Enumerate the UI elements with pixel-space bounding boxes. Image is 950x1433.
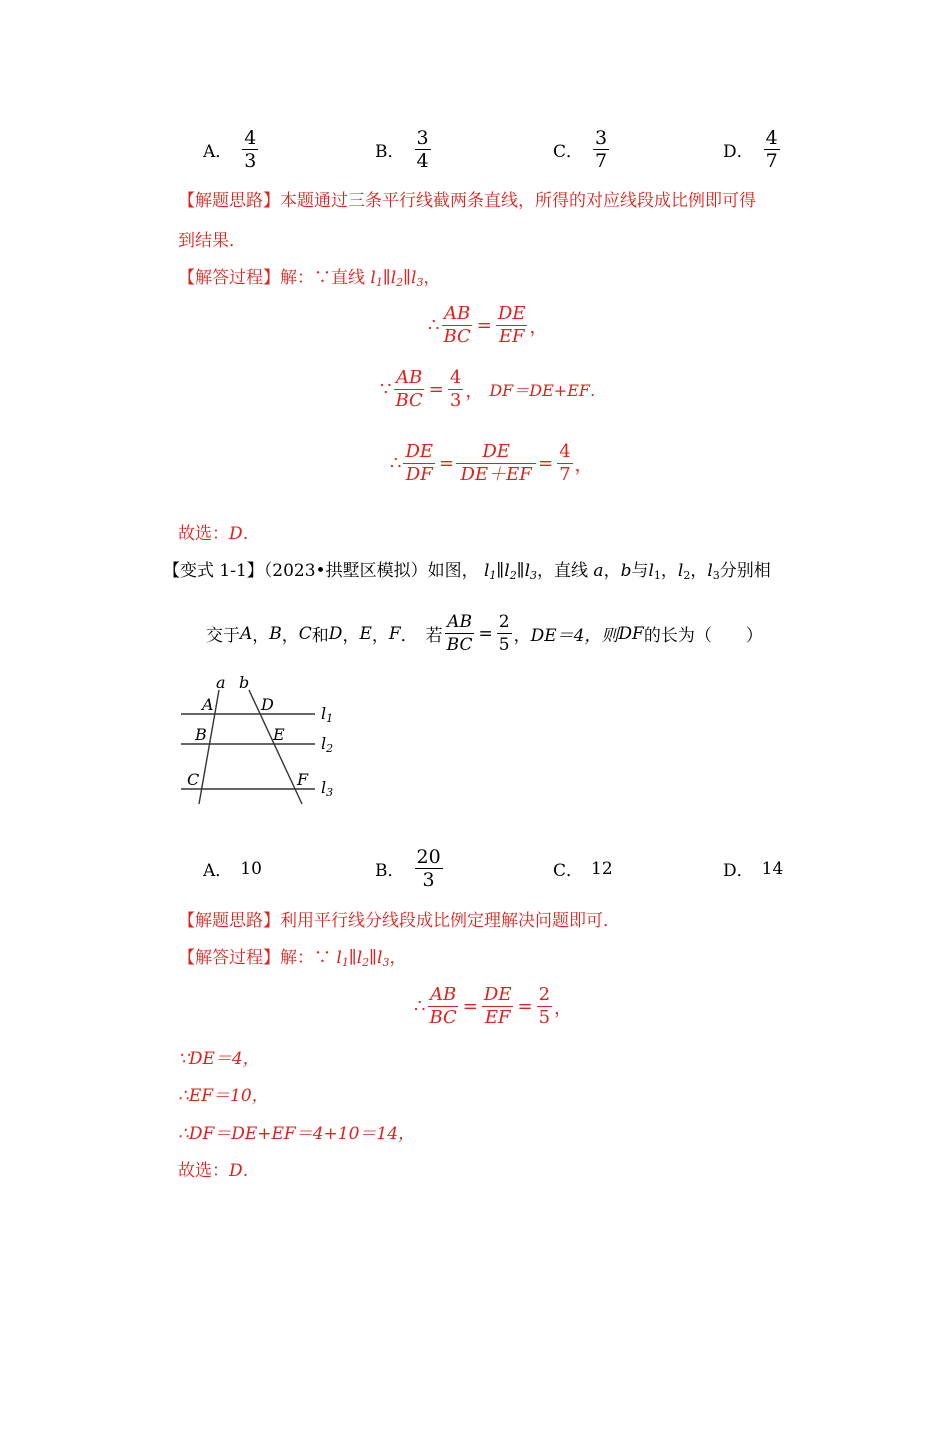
fraction: $\frac{4}{3}$ <box>449 367 462 411</box>
label-l3: l3 <box>321 778 334 799</box>
fraction: $\frac{4}{7}$ <box>559 441 571 485</box>
q2-option-b: B． $\frac{20}{3}$ <box>375 846 441 891</box>
label-A: A <box>202 695 214 714</box>
q1-process-line: 【解答过程】解：∵直线 $l_1\parallel l_2\parallel l_3$， <box>178 268 441 289</box>
q2-idea-line: 【解题思路】利用平行线分线段成比例定理解决问题即可． <box>178 911 620 931</box>
q2-process-line: 【解答过程】解：∵ $l_1\parallel l_2\parallel l_3$， <box>178 948 407 969</box>
fraction: $\frac{2}{5}$ <box>538 984 551 1028</box>
parallel-lines-figure <box>175 672 345 808</box>
q2-step-1: ∵DE＝4， <box>178 1049 260 1069</box>
q1-equation-2: ∵ $\frac{AB}{BC}$ = $\frac{4}{3}$ ， DF＝DE+EF． <box>380 367 606 411</box>
fraction: $\frac{DE}{EF}$ <box>483 984 512 1028</box>
label-D: D <box>261 695 274 714</box>
fraction: $\frac{4}{7}$ <box>765 127 778 172</box>
q2-option-d: D． 14 <box>723 858 784 881</box>
q1-option-d: D． $\frac{4}{7}$ <box>723 127 778 172</box>
parallel-relation: $l_1\parallel l_2\parallel l_3$ <box>370 268 424 289</box>
q2-stem-line-1: 【变式 1-1】（2023•拱墅区模拟）如图， $l_1\parallel l_2\parallel l_3$，直线 a，b与$l_1$，$l_2$，$l_3$分别相 <box>163 561 771 582</box>
q2-option-a: A． 10 <box>203 858 262 881</box>
fraction: $\frac{AB}{BC}$ <box>446 612 473 655</box>
label-B: B <box>195 725 207 744</box>
line-b <box>249 690 302 804</box>
q1-answer-line: 故选：D． <box>178 524 260 544</box>
label-l1: l1 <box>321 704 334 725</box>
parallel-relation: $l_1\parallel l_2\parallel l_3$ <box>483 561 538 582</box>
fraction: $\frac{DE}{DF}$ <box>405 441 434 485</box>
label-a: a <box>216 673 226 692</box>
points-list: A <box>240 623 253 644</box>
q2-option-c: C． 12 <box>553 858 613 881</box>
q1-idea-line-1: 【解题思路】本题通过三条平行线截两条直线，所得的对应线段成比例即可得 <box>178 191 756 211</box>
fraction: $\frac{AB}{BC}$ <box>443 303 471 347</box>
q1-option-b: B． $\frac{3}{4}$ <box>375 127 429 172</box>
label-b: b <box>239 673 250 692</box>
fraction: $\frac{DE}{DE+EF}$ <box>458 441 534 486</box>
fraction: $\frac{AB}{BC}$ <box>395 367 423 411</box>
q2-stem-line-2: 交于 A ， B ， C 和 D ， E ， F ． 若 $\frac{AB}{BC}$ = $\frac{2}{5}$ ， DE＝4，则 DF 的长为（ ） <box>206 612 763 655</box>
fraction: $\frac{AB}{BC}$ <box>429 984 457 1028</box>
q1-equation-3: ∴ $\frac{DE}{DF}$ = $\frac{DE}{DE+EF}$ = $\frac{4}{7}$ ， <box>390 441 593 485</box>
label-E: E <box>273 725 285 744</box>
q2-step-3: ∴DF＝DE+EF＝4+10＝14， <box>178 1124 416 1144</box>
fraction: $\frac{3}{7}$ <box>595 127 608 172</box>
q1-option-c: C． $\frac{3}{7}$ <box>553 127 608 172</box>
q1-idea-line-2: 到结果． <box>178 231 246 251</box>
label-l2: l2 <box>321 734 334 755</box>
fraction: $\frac{20}{3}$ <box>416 846 441 891</box>
label-C: C <box>187 770 200 789</box>
fraction: $\frac{DE}{EF}$ <box>497 303 526 347</box>
label-F: F <box>297 770 309 789</box>
q1-equation-1: ∴ $\frac{AB}{BC}$ = $\frac{DE}{EF}$ ， <box>428 303 548 347</box>
fraction: $\frac{3}{4}$ <box>416 127 429 172</box>
q2-answer-line: 故选：D． <box>178 1161 260 1181</box>
parallel-relation: $l_1\parallel l_2\parallel l_3$ <box>336 948 390 969</box>
q1-option-a: A． $\frac{4}{3}$ <box>203 127 257 172</box>
fraction: $\frac{4}{3}$ <box>244 127 257 172</box>
q2-equation: ∴ $\frac{AB}{BC}$ = $\frac{DE}{EF}$ = $\frac{2}{5}$ ， <box>414 984 573 1028</box>
fraction: $\frac{2}{5}$ <box>498 612 510 655</box>
q2-step-2: ∴EF＝10， <box>178 1086 269 1106</box>
